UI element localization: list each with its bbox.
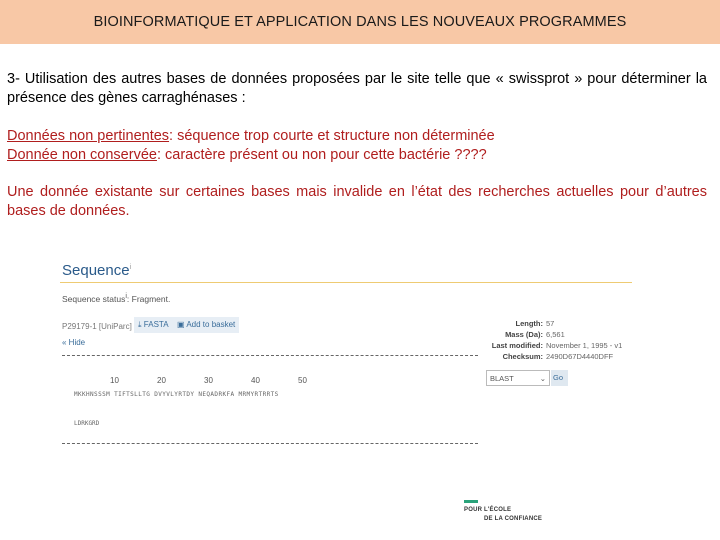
basket-icon: ▣ (177, 320, 185, 329)
meta-row: Checksum: 2490D67D4440DFF (502, 352, 614, 361)
ruler-tick: 40 (251, 376, 260, 385)
dashed-border-top (62, 355, 478, 356)
ruler-tick: 30 (204, 376, 213, 385)
logo-line-1: POUR L'ÉCOLE (464, 507, 512, 513)
logo-bar (464, 500, 478, 503)
ministry-logo (462, 500, 552, 528)
conclusion-paragraph: Une donnée existante sur certaines bases mais invalide en l’état des recherches actuelles pour d’autres bases de données. (7, 184, 707, 219)
logo-line-2: DE LA CONFIANCE (484, 516, 543, 522)
fasta-button[interactable]: ⤓ FASTA (134, 317, 173, 333)
ruler-tick: 10 (110, 376, 119, 385)
finding-label-1: Données non pertinentes (7, 128, 170, 144)
meta-row: Mass (Da): 6,561 (505, 330, 565, 339)
findings-block (7, 127, 707, 165)
info-icon: i (129, 264, 132, 271)
finding-line-1 (7, 127, 707, 146)
intro-paragraph: 3- Utilisation des autres bases de données proposées par le site telle que « swissprot » pour déterminer la présence des gènes carraghénases : (7, 71, 707, 106)
sequence-heading: Sequence$^i$ (62, 262, 132, 279)
chevron-down-icon: ⌄ (539, 374, 546, 383)
page-title: BIOINFORMATIQUE ET APPLICATION DANS LES NOUVEAUX PROGRAMMES (93, 14, 627, 30)
sequence-metadata (464, 318, 636, 362)
sequence-line: MKKHNSSSM TIFTSLLTG DVYVLYRTDY NEQADRKFA MRMYRTRRTS (74, 391, 279, 398)
header-band (0, 0, 720, 44)
go-button[interactable]: Go (551, 370, 568, 386)
finding-label-2: Donnée non conservée (7, 147, 157, 163)
ruler-tick: 20 (157, 376, 166, 385)
finding-text-1: : séquence trop courte et structure non déterminée (169, 128, 495, 144)
accession-link[interactable]: P29179-1 [UniParc] (62, 322, 132, 331)
add-to-basket-button[interactable]: ▣ Add to basket (173, 317, 239, 333)
finding-text-2: : caractère présent ou non pour cette bactérie ???? (156, 147, 487, 163)
heading-divider (60, 282, 632, 283)
dashed-border-bottom (62, 443, 478, 444)
meta-row: Length: 57 (515, 319, 555, 328)
download-icon: ⤓ (138, 320, 142, 329)
uniprot-sequence-screenshot (60, 258, 640, 458)
ruler-tick: 50 (298, 376, 307, 385)
finding-line-2 (7, 146, 707, 165)
sequence-status: Sequence status$^i$: Fragment. (62, 292, 171, 304)
meta-row: Last modified: November 1, 1995 - v1 (491, 341, 623, 350)
hide-link[interactable]: « Hide (62, 338, 86, 347)
sequence-line: LDRKGRD (74, 420, 100, 427)
tool-select[interactable]: BLAST ⌄ (486, 370, 550, 386)
